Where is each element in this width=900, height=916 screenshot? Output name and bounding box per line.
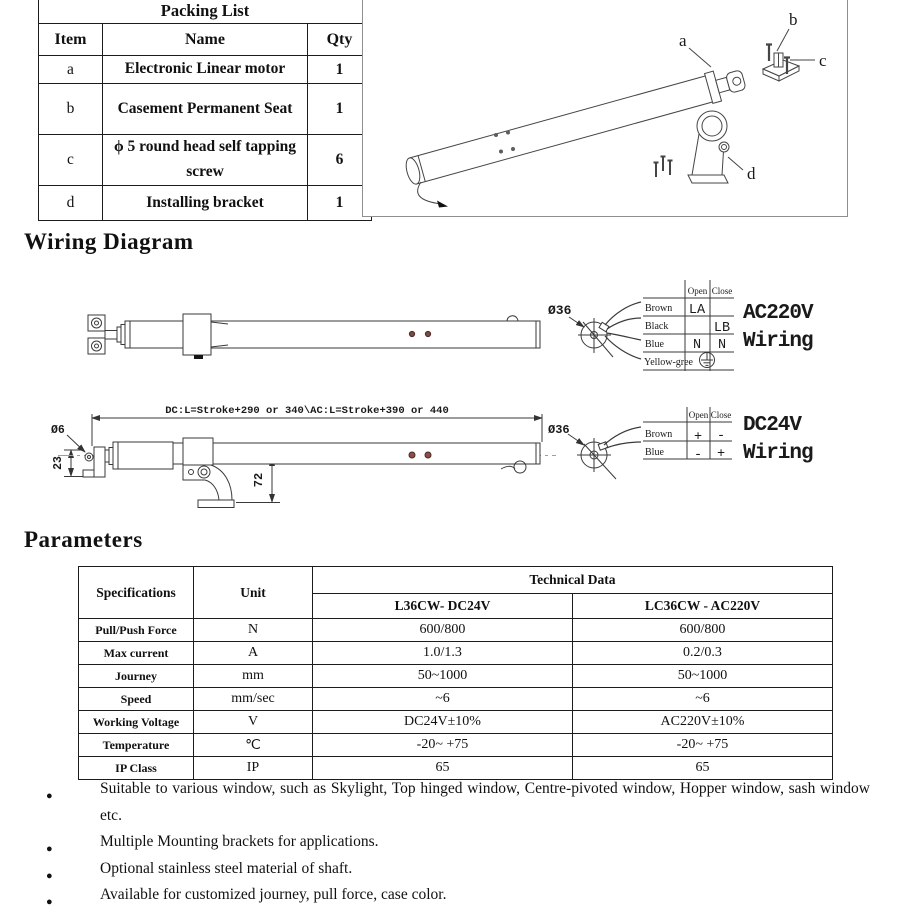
dc-blue-open-value: - (693, 448, 703, 463)
packing-qty-cell: 1 (308, 186, 372, 221)
installing-bracket-part-d (688, 111, 729, 183)
spec-cell: IP Class (79, 757, 194, 780)
feature-list (0, 776, 900, 909)
casement-seat-part-b (763, 44, 799, 81)
feature-item (0, 856, 900, 883)
feature-text: Suitable to various window, such as Skylight, Top hinged window, Centre-pivoted window, Hopper window, sash window etc. (100, 780, 870, 824)
value-cell-dc: 1.0/1.3 (313, 642, 573, 665)
leader-d (728, 157, 743, 170)
params-header-row1 (79, 567, 833, 594)
value-cell-dc: 600/800 (313, 619, 573, 642)
feature-text: Optional stainless steel material of shaft. (100, 859, 353, 877)
ac-wire-blue: Blue (645, 339, 664, 350)
value-cell-dc: 50~1000 (313, 665, 573, 688)
ac-wiring-title-line1: AC220V (743, 302, 813, 325)
product-illustration-drawing (363, 0, 847, 216)
feature-item (0, 882, 900, 909)
params-model2-header: LC36CW - AC220V (573, 594, 833, 619)
dc-brown-open-value: + (693, 430, 703, 445)
spec-cell: Speed (79, 688, 194, 711)
ac220v-wiring-diagram (0, 258, 900, 395)
value-cell-dc: DC24V±10% (313, 711, 573, 734)
ac-wiring-title-line2: Wiring (743, 330, 813, 353)
packing-qty-cell: 1 (308, 56, 372, 84)
packing-name-cell: Installing bracket (103, 186, 308, 221)
unit-cell: mm/sec (194, 688, 313, 711)
dc-col-close: Close (710, 410, 732, 420)
packing-item-cell: b (39, 84, 103, 135)
params-col-unit: Unit (194, 567, 313, 619)
wiring-diagram-heading: Wiring Diagram (24, 229, 194, 254)
dc-wiring-title-line2: Wiring (743, 442, 813, 465)
dc-dim72-label: 72 (252, 472, 266, 488)
value-cell-ac: -20~ +75 (573, 734, 833, 757)
ac-blue-close-value: N (717, 338, 727, 353)
packing-row-a (39, 56, 372, 84)
packing-item-cell: d (39, 186, 103, 221)
part-label-b: b (789, 10, 798, 29)
screws-group (654, 156, 673, 177)
feature-text: Available for customized journey, pull force, case color. (100, 886, 447, 903)
product-illustration-box (362, 0, 848, 217)
packing-name-cell: ϕ 5 round head self tapping screw (103, 135, 308, 186)
dc-wire-blue: Blue (645, 447, 664, 458)
bullet-icon: ● (46, 869, 53, 882)
earth-ground-symbol (700, 353, 715, 368)
params-row-temperature (79, 734, 833, 757)
unit-cell: mm (194, 665, 313, 688)
packing-title-row (39, 0, 372, 24)
part-label-a: a (679, 31, 687, 50)
ac-wire-black: Black (645, 321, 669, 332)
packing-list-table (38, 0, 372, 221)
bullet-icon: ● (46, 843, 53, 855)
dc-wire-brown: Brown (645, 429, 673, 440)
packing-item-cell: c (39, 135, 103, 186)
leader-b (777, 29, 789, 51)
dc-dia6-label: Ø6 (51, 424, 65, 437)
params-row-working-voltage (79, 711, 833, 734)
parameters-heading: Parameters (24, 527, 143, 552)
ac-wire-yellow-green: Yellow-gree (644, 357, 693, 368)
packing-row-c (39, 135, 372, 186)
packing-item-cell: a (39, 56, 103, 84)
packing-header-row (39, 24, 372, 56)
dc-length-dimension-label: DC:L=Stroke+290 or 340\AC:L=Stroke+390 or 440 (165, 405, 449, 417)
spec-cell: Pull/Push Force (79, 619, 194, 642)
leader-a (689, 48, 711, 67)
packing-qty-cell: 1 (308, 84, 372, 135)
value-cell-ac: AC220V±10% (573, 711, 833, 734)
dc-blue-close-value: + (716, 447, 726, 462)
packing-qty-cell: 6 (308, 135, 372, 186)
ac-col-open: Open (687, 286, 708, 296)
dc-motor-side-view (58, 438, 556, 508)
part-label-c: c (819, 51, 827, 70)
packing-row-d (39, 186, 372, 221)
spec-cell: Max current (79, 642, 194, 665)
dc-dia36-label: Ø36 (548, 423, 570, 437)
spec-cell: Working Voltage (79, 711, 194, 734)
unit-cell: N (194, 619, 313, 642)
params-row-max-current (79, 642, 833, 665)
packing-col-name: Name (103, 24, 308, 56)
unit-cell: ℃ (194, 734, 313, 757)
params-technical-data-header: Technical Data (313, 567, 833, 594)
value-cell-ac: ~6 (573, 688, 833, 711)
params-row-speed (79, 688, 833, 711)
value-cell-ac: 65 (573, 757, 833, 780)
feature-text: Multiple Mounting brackets for applications. (100, 833, 379, 850)
ac-wire-brown: Brown (645, 303, 673, 314)
power-cable (418, 182, 448, 208)
ac-black-close-value: LB (713, 321, 731, 336)
packing-col-item: Item (39, 24, 103, 56)
params-model1-header: L36CW- DC24V (313, 594, 573, 619)
bullet-icon: ● (46, 790, 53, 802)
params-row-journey (79, 665, 833, 688)
value-cell-dc: 65 (313, 757, 573, 780)
dc-brown-close-value: - (716, 429, 726, 444)
ac-diameter-label: Ø36 (548, 303, 572, 318)
dc-wiring-title-line1: DC24V (743, 414, 802, 437)
unit-cell: IP (194, 757, 313, 780)
ac-col-close: Close (711, 286, 733, 296)
spec-cell: Journey (79, 665, 194, 688)
dc-dim23-label: 23 (52, 456, 65, 470)
bullet-icon: ● (46, 896, 53, 908)
part-label-d: d (747, 164, 756, 183)
packing-name-cell: Casement Permanent Seat (103, 84, 308, 135)
packing-row-b (39, 84, 372, 135)
ac-blue-open-value: N (692, 338, 702, 353)
ac-motor-side-view (88, 314, 540, 359)
packing-name-cell: Electronic Linear motor (103, 56, 308, 84)
unit-cell: A (194, 642, 313, 665)
packing-col-qty: Qty (308, 24, 372, 56)
dc-col-open: Open (688, 410, 709, 420)
value-cell-dc: ~6 (313, 688, 573, 711)
params-col-specifications: Specifications (79, 567, 194, 619)
feature-item (0, 829, 900, 856)
ac-end-cap-detail (569, 302, 641, 359)
dc24v-wiring-diagram (0, 395, 900, 525)
unit-cell: V (194, 711, 313, 734)
value-cell-ac: 0.2/0.3 (573, 642, 833, 665)
value-cell-ac: 50~1000 (573, 665, 833, 688)
params-row-pull-push (79, 619, 833, 642)
ac-brown-open-value: LA (688, 303, 706, 318)
packing-list-title: Packing List (39, 0, 372, 24)
spec-cell: Temperature (79, 734, 194, 757)
feature-item (0, 776, 900, 829)
value-cell-ac: 600/800 (573, 619, 833, 642)
parameters-table (78, 566, 833, 780)
value-cell-dc: -20~ +75 (313, 734, 573, 757)
dc-end-cap-detail (568, 427, 641, 479)
